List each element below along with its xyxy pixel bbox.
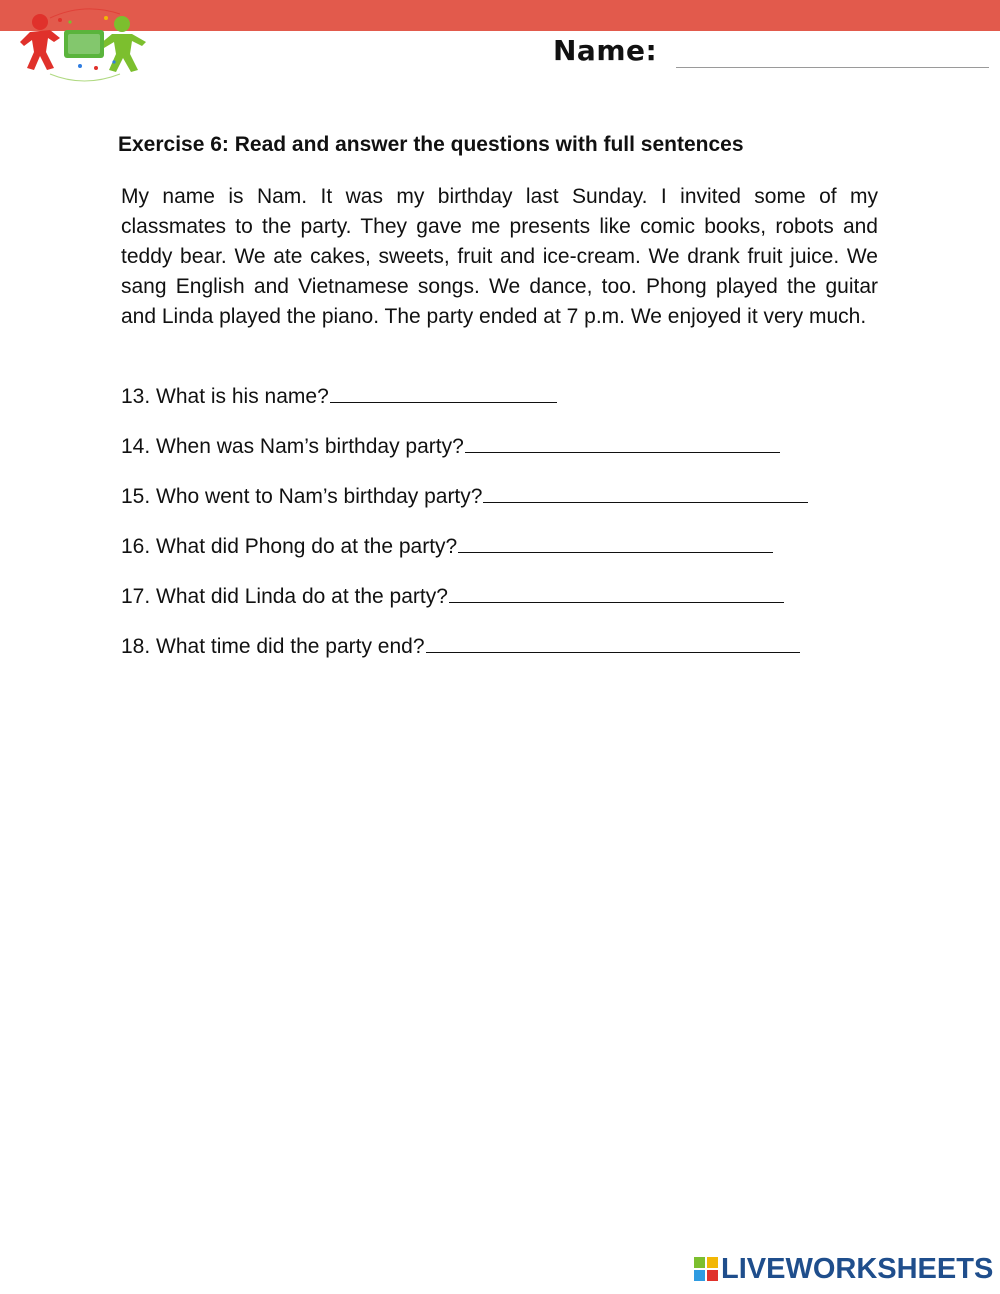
question-text: 18. What time did the party end?	[121, 635, 425, 658]
name-input-line[interactable]	[676, 67, 989, 68]
question-text: 15. Who went to Nam’s birthday party?	[121, 485, 483, 508]
question-item	[121, 532, 881, 582]
liveworksheets-logo-icon	[694, 1257, 718, 1281]
question-text: 14. When was Nam’s birthday party?	[121, 435, 464, 458]
school-logo	[20, 8, 152, 86]
brand-name: LIVEWORKSHEETS	[721, 1252, 994, 1285]
children-logo-icon	[20, 8, 152, 86]
reading-passage: My name is Nam. It was my birthday last Sunday. I invited some of my classmates to the party. They gave me presents like comic books, robots and teddy bear. We ate cakes, sweets, fruit and ice-cream. We drank fruit juice. We sang English and Vietnamese songs. We dance, too. Phong played the guitar and Linda played the piano. The party ended at 7 p.m. We enjoyed it very much.	[121, 185, 878, 328]
answer-input-line[interactable]	[426, 632, 800, 653]
question-text: 16. What did Phong do at the party?	[121, 535, 458, 558]
answer-input-line[interactable]	[458, 532, 773, 553]
question-item	[121, 382, 881, 432]
question-item	[121, 482, 881, 532]
answer-input-line[interactable]	[330, 382, 557, 403]
question-item	[121, 582, 881, 632]
name-label: Name:	[553, 34, 658, 67]
question-item	[121, 632, 881, 682]
liveworksheets-brand[interactable]	[694, 1254, 993, 1284]
question-item	[121, 432, 881, 482]
exercise-title: Exercise 6: Read and answer the questions with full sentences	[118, 133, 744, 156]
answer-input-line[interactable]	[483, 482, 808, 503]
question-text: 17. What did Linda do at the party?	[121, 585, 448, 608]
answer-input-line[interactable]	[449, 582, 784, 603]
question-list	[121, 382, 881, 682]
question-text: 13. What is his name?	[121, 385, 329, 408]
answer-input-line[interactable]	[465, 432, 780, 453]
